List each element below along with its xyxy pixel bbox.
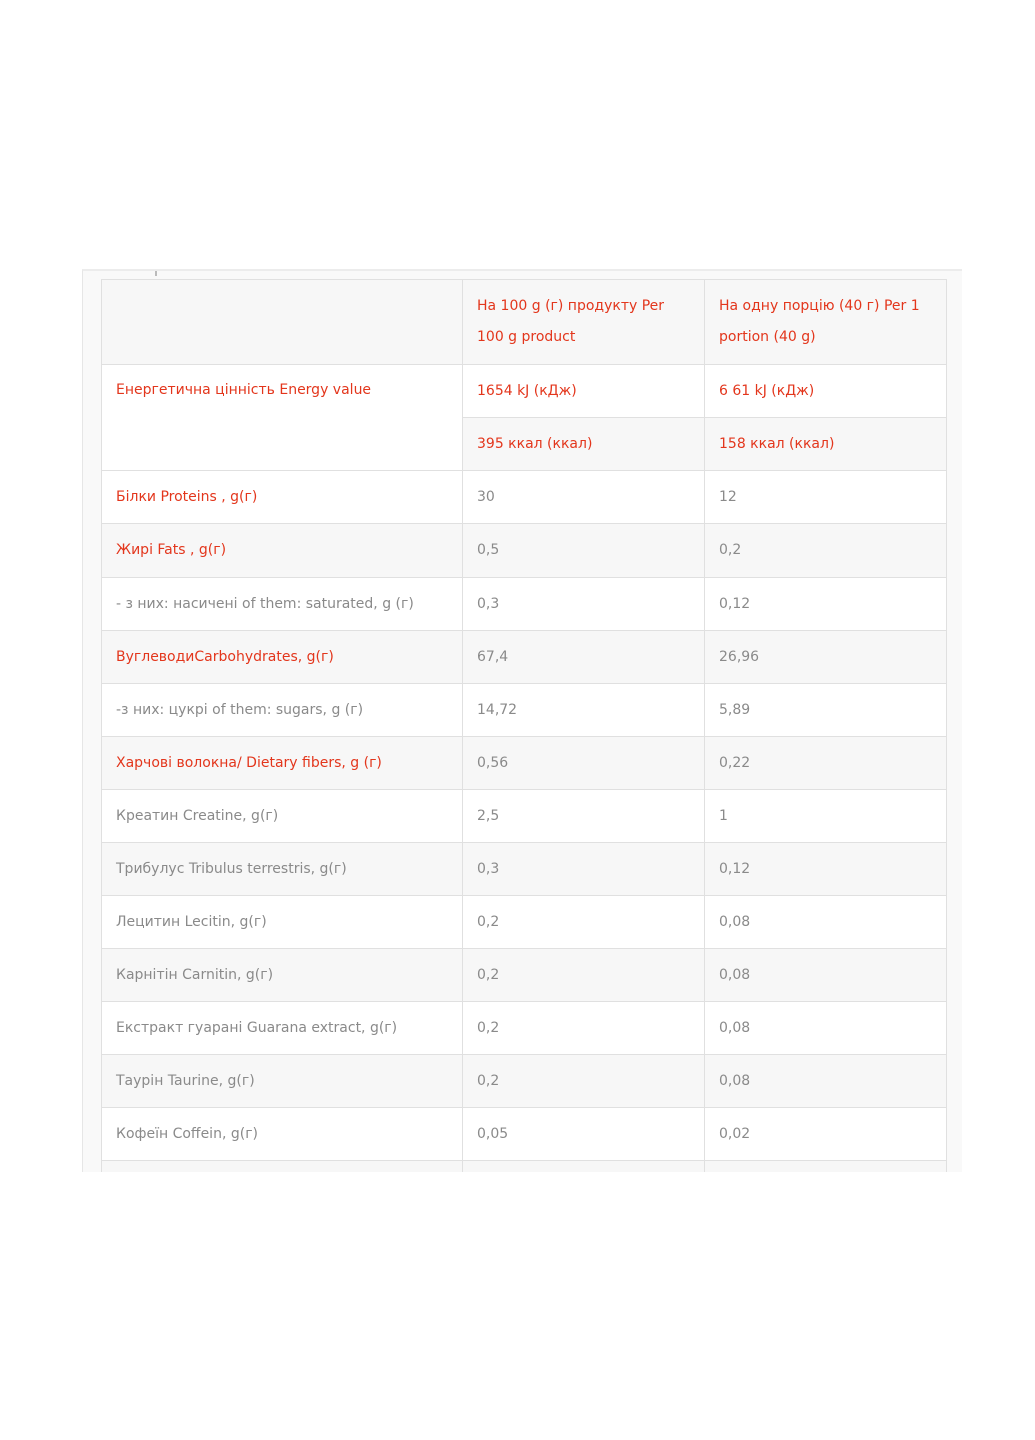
value-per-100g: 0,5 — [463, 524, 705, 578]
table-row — [102, 896, 947, 949]
value-per-100g: 67,4 — [463, 631, 705, 684]
table-row — [102, 1002, 947, 1055]
value-per-100g: 0,3 — [463, 578, 705, 631]
value-per-portion: 0,12 — [705, 578, 947, 631]
nutrient-label: Таурін Taurine, g(г) — [102, 1055, 463, 1108]
value-per-portion: 5,89 — [705, 684, 947, 737]
table-row — [102, 949, 947, 1002]
table-header-row — [102, 280, 947, 365]
nutrient-label: Лецитин Lecitin, g(г) — [102, 896, 463, 949]
nutrient-label: Жирі Fats , g(г) — [102, 524, 463, 578]
table-row — [102, 471, 947, 524]
table-row — [102, 578, 947, 631]
value-per-portion: 12 — [705, 471, 947, 524]
value-per-portion: 0,08 — [705, 1055, 947, 1108]
table-row — [102, 631, 947, 684]
value-per-portion: 0,22 — [705, 737, 947, 790]
empty-cell — [705, 1161, 947, 1173]
value-per-portion: 0,12 — [705, 843, 947, 896]
energy-label: Енергетична цінність Energy value — [102, 365, 463, 471]
nutrient-label: Кофеїн Coffein, g(г) — [102, 1108, 463, 1161]
cursor-mark — [155, 271, 157, 276]
value-per-portion: 1 — [705, 790, 947, 843]
nutrient-label: - з них: насичені of them: saturated, g (г) — [102, 578, 463, 631]
nutrition-table — [101, 279, 947, 1172]
energy-kj-100g: 1654 kJ (кДж) — [463, 365, 705, 418]
nutrient-label: Трибулус Tribulus terrestris, g(г) — [102, 843, 463, 896]
value-per-100g: 14,72 — [463, 684, 705, 737]
nutrient-label: Креатин Creatine, g(г) — [102, 790, 463, 843]
table-row — [102, 1055, 947, 1108]
nutrient-label: Харчові волокна/ Dietary fibers, g (г) — [102, 737, 463, 790]
value-per-100g: 0,56 — [463, 737, 705, 790]
empty-cell — [463, 1161, 705, 1173]
table-row — [102, 524, 947, 578]
value-per-100g: 0,2 — [463, 1002, 705, 1055]
energy-kj-portion: 6 61 kJ (кДж) — [705, 365, 947, 418]
value-per-100g: 2,5 — [463, 790, 705, 843]
table-row — [102, 1108, 947, 1161]
nutrient-label: ВуглеводиCarbohydrates, g(г) — [102, 631, 463, 684]
value-per-portion: 26,96 — [705, 631, 947, 684]
value-per-portion: 0,2 — [705, 524, 947, 578]
header-empty-cell — [102, 280, 463, 365]
header-per-portion: На одну порцію (40 г) Per 1 portion (40 g) — [705, 280, 947, 365]
value-per-100g: 30 — [463, 471, 705, 524]
energy-kcal-100g: 395 ккал (ккал) — [463, 418, 705, 471]
empty-cell — [102, 1161, 463, 1173]
table-row — [102, 737, 947, 790]
table-row — [102, 790, 947, 843]
table-row-partial — [102, 1161, 947, 1173]
energy-row-kj — [102, 365, 947, 418]
value-per-100g: 0,05 — [463, 1108, 705, 1161]
header-per-100g: На 100 g (г) продукту Per 100 g product — [463, 280, 705, 365]
nutrient-label: Білки Proteins , g(г) — [102, 471, 463, 524]
value-per-portion: 0,08 — [705, 949, 947, 1002]
nutrient-label: Карнітін Carnitin, g(г) — [102, 949, 463, 1002]
value-per-portion: 0,08 — [705, 896, 947, 949]
value-per-portion: 0,08 — [705, 1002, 947, 1055]
nutrition-panel — [82, 269, 962, 1172]
value-per-100g: 0,2 — [463, 1055, 705, 1108]
nutrient-label: -з них: цукрі of them: sugars, g (г) — [102, 684, 463, 737]
value-per-100g: 0,3 — [463, 843, 705, 896]
energy-kcal-portion: 158 ккал (ккал) — [705, 418, 947, 471]
value-per-100g: 0,2 — [463, 949, 705, 1002]
value-per-100g: 0,2 — [463, 896, 705, 949]
table-row — [102, 684, 947, 737]
nutrient-label: Екстракт гуарані Guarana extract, g(г) — [102, 1002, 463, 1055]
value-per-portion: 0,02 — [705, 1108, 947, 1161]
table-row — [102, 843, 947, 896]
